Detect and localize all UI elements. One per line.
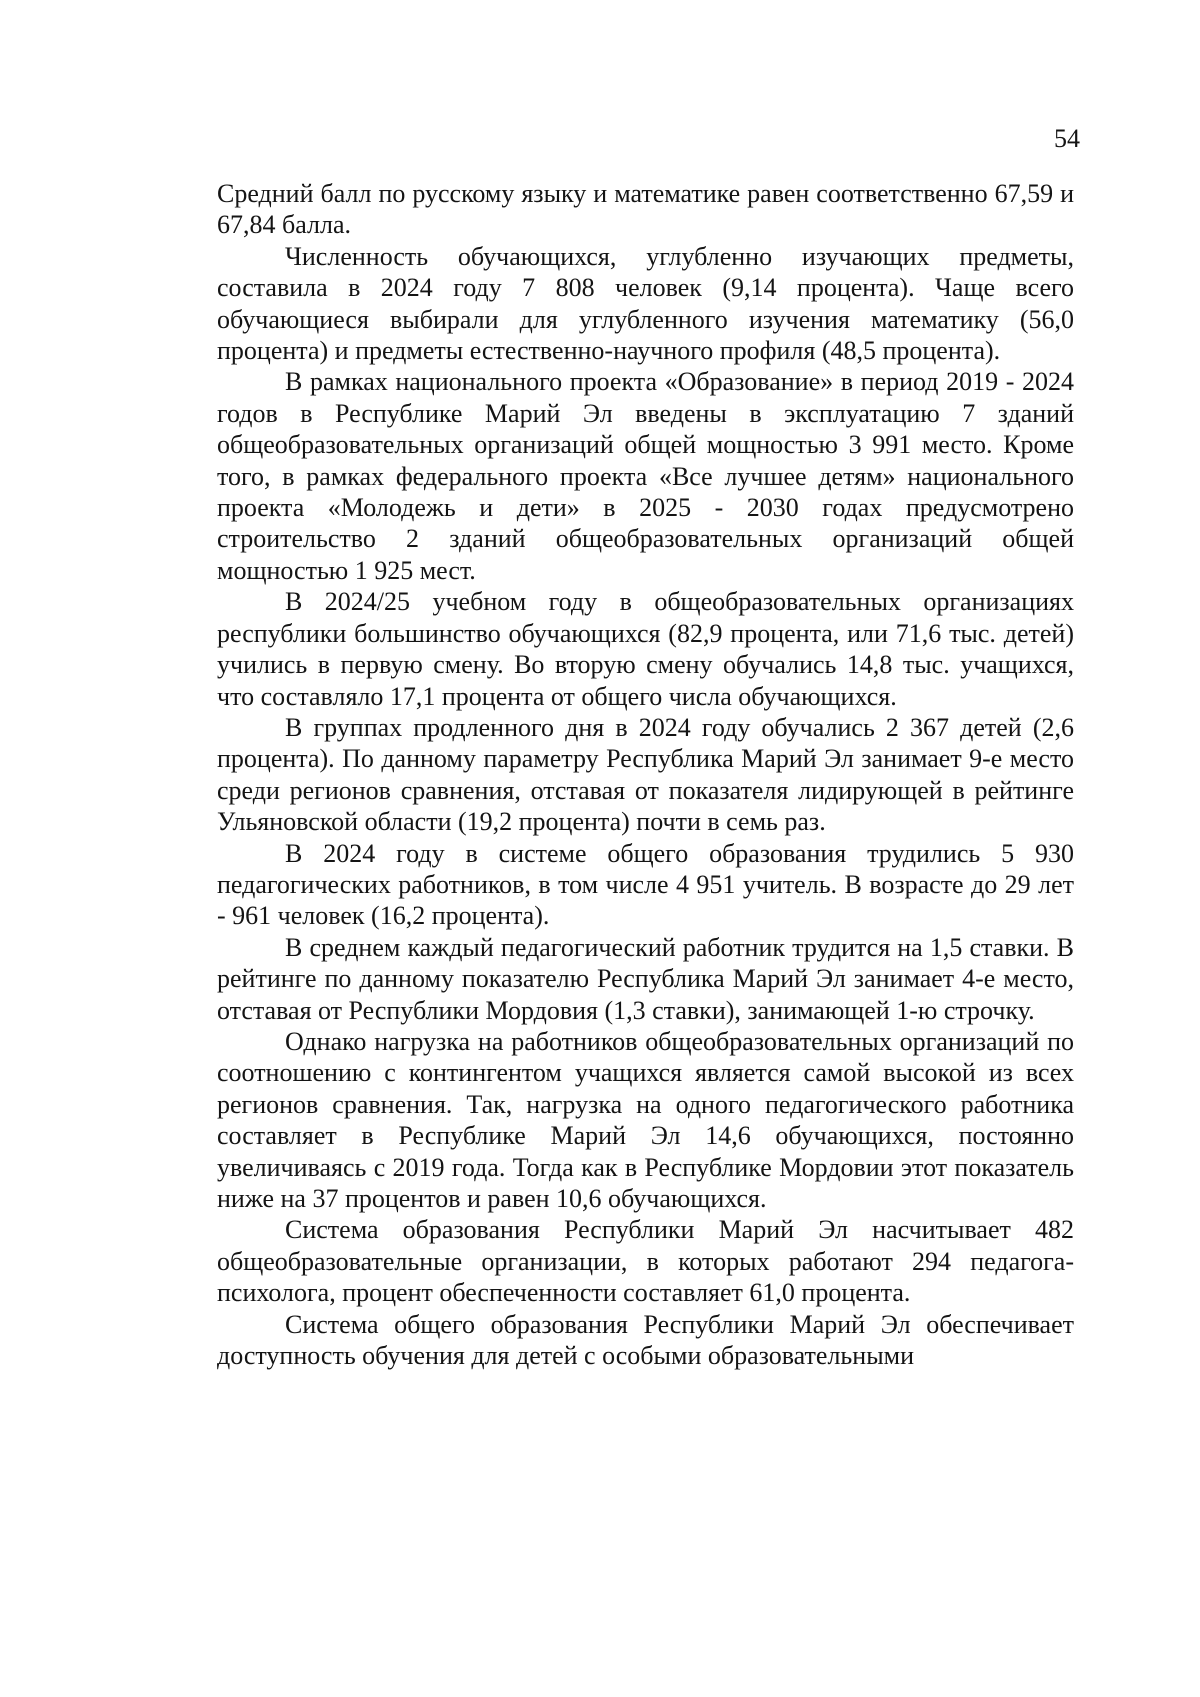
paragraph-national-project: В рамках национального проекта «Образование» в период 2019 - 2024 годов в Республике Марий Эл введены в эксплуатацию 7 зданий общеобразовательных организаций общей мощностью 3 991 место. Кроме того, в рамках федерального проекта «Все лучшее детям» национального проекта «Молодежь и дети» в 2025 - 2030 годах предусмотрено строительство 2 зданий общеобразовательных организаций общей мощностью 1 925 мест. xyxy=(217,367,1074,585)
paragraph-advanced-study: Численность обучающихся, углубленно изучающих предметы, составила в 2024 году 7 808 человек (9,14 процента). Чаще всего обучающиеся выбирали для углубленного изучения математику (56,0 процента) и предметы естественно-научного профиля (48,5 процента). xyxy=(217,241,1074,366)
paragraph-school-shifts: В 2024/25 учебном году в общеобразовательных организациях республики большинство обучающихся (82,9 процента, или 71,6 тыс. детей) учились в первую смену. Во вторую смену обучались 14,8 тыс. учащихся, что составляло 17,1 процента от общего числа обучающихся. xyxy=(217,587,1074,711)
paragraph-accessibility: Система общего образования Республики Марий Эл обеспечивает доступность обучения для детей с особыми образовательными xyxy=(217,1309,1074,1371)
paragraph-workload-rate: В среднем каждый педагогический работник трудится на 1,5 ставки. В рейтинге по данному показателю Республика Марий Эл занимает 4-е место, отставая от Республики Мордовия (1,3 ставки), занимающей 1-ю строчку. xyxy=(217,932,1074,1025)
page-number: 54 xyxy=(1054,124,1080,153)
document-body xyxy=(217,178,1074,1371)
paragraph-extended-day-groups: В группах продленного дня в 2024 году обучались 2 367 детей (2,6 процента). По данному параметру Республика Марий Эл занимает 9-е место среди регионов сравнения, отставая от показателя лидирующей в рейтинге Ульяновской области (19,2 процента) почти в семь раз. xyxy=(217,712,1074,837)
paragraph-average-score: Средний балл по русскому языку и математике равен соответственно 67,59 и 67,84 балла. xyxy=(217,179,1074,240)
paragraph-teacher-load: Однако нагрузка на работников общеобразовательных организаций по соотношению с контингентом учащихся является самой высокой из всех регионов сравнения. Так, нагрузка на одного педагогического работника составляет в Республике Марий Эл 14,6 обучающихся, постоянно увеличиваясь с 2019 года. Тогда как в Республике Мордовии этот показатель ниже на 37 процентов и равен 10,6 обучающихся. xyxy=(217,1026,1074,1213)
paragraph-psychologists: Система образования Республики Марий Эл насчитывает 482 общеобразовательные организации, в которых работают 294 педагога-психолога, процент обеспеченности составляет 61,0 процента. xyxy=(217,1215,1074,1308)
paragraph-teaching-staff: В 2024 году в системе общего образования трудились 5 930 педагогических работников, в том числе 4 951 учитель. В возрасте до 29 лет - 961 человек (16,2 процента). xyxy=(217,838,1074,931)
